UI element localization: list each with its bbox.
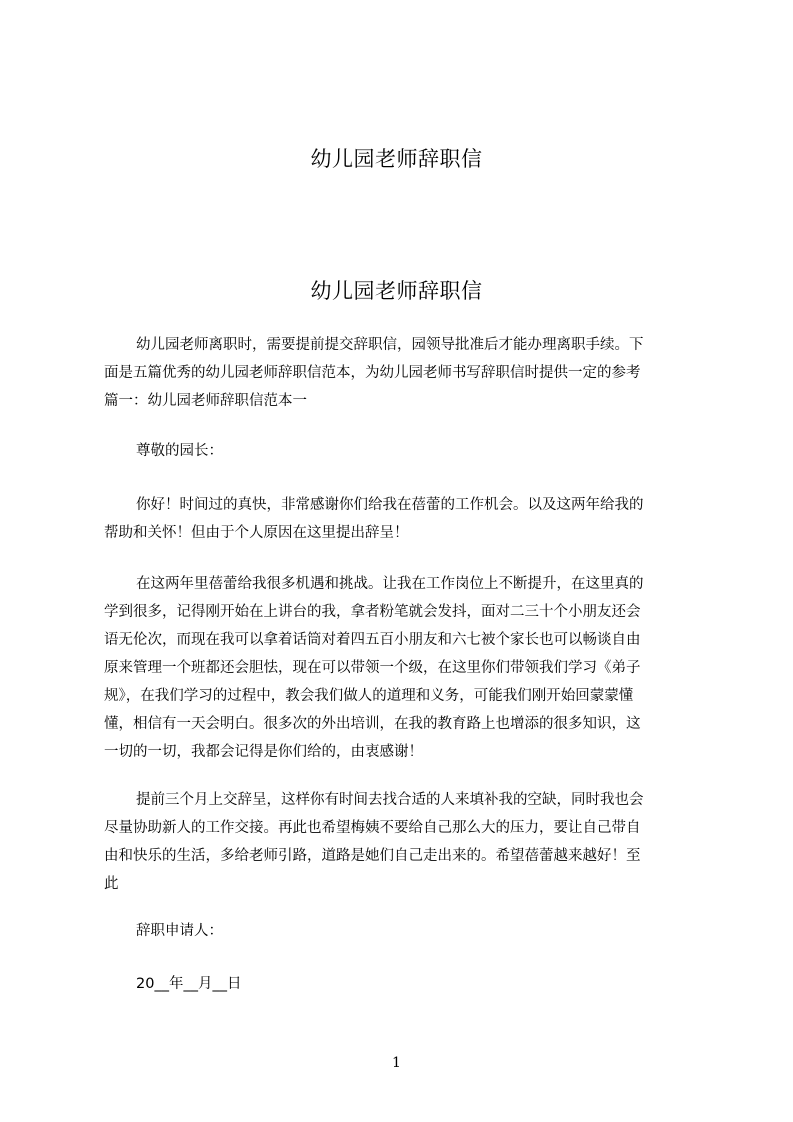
notice-line: 由和快乐的生活，多给老师引路，道路是她们自己走出来的。希望蓓蕾越来越好！至 bbox=[104, 848, 641, 864]
body-line: 语无伦次，而现在我可以拿着话筒对着四五百小朋友和六七被个家长也可以畅谈自由 bbox=[104, 632, 641, 648]
page-number: 1 bbox=[392, 1055, 401, 1071]
body-paragraph bbox=[104, 570, 702, 766]
intro-paragraph bbox=[104, 331, 702, 415]
greeting-line: 帮助和关怀！但由于个人原因在这里提出辞呈！ bbox=[104, 525, 409, 541]
body-line: 学到很多，记得刚开始在上讲台的我，拿者粉笔就会发抖，面对二三十个小朋友还会 bbox=[104, 604, 641, 620]
greeting-paragraph bbox=[104, 491, 702, 547]
salutation-paragraph bbox=[104, 437, 702, 465]
notice-line: 尽量协助新人的工作交接。再此也希望梅姨不要给自己那么大的压力，要让自己带自 bbox=[104, 820, 641, 836]
salutation: 尊敬的园长： bbox=[136, 443, 223, 459]
date-line: 20__年__月__日 bbox=[136, 976, 242, 992]
applicant-label: 辞职申请人： bbox=[136, 923, 223, 939]
applicant-paragraph bbox=[104, 917, 702, 945]
intro-section-heading: 篇一：幼儿园老师辞职信范本一 bbox=[104, 393, 307, 409]
notice-paragraph bbox=[104, 786, 702, 898]
notice-line: 此 bbox=[104, 876, 119, 892]
article-title: 幼儿园老师辞职信 bbox=[310, 279, 483, 303]
body-line: 懂，相信有一天会明白。很多次的外出培训，在我的教育路上也增添的很多知识，这 bbox=[104, 716, 641, 732]
intro-line: 幼儿园老师离职时，需要提前提交辞职信，园领导批准后才能办理离职手续。下 bbox=[136, 337, 644, 353]
notice-line: 提前三个月上交辞呈，这样你有时间去找合适的人来填补我的空缺，同时我也会 bbox=[136, 792, 644, 808]
greeting-line: 你好！时间过的真快，非常感谢你们给我在蓓蕾的工作机会。以及这两年给我的 bbox=[136, 497, 644, 513]
body-line: 原来管理一个班都还会胆怯，现在可以带领一个级，在这里你们带领我们学习《弟子 bbox=[104, 660, 641, 676]
body-line: 在这两年里蓓蕾给我很多机遇和挑战。让我在工作岗位上不断提升，在这里真的 bbox=[136, 576, 644, 592]
document-title: 幼儿园老师辞职信 bbox=[310, 147, 483, 171]
date-paragraph bbox=[104, 970, 702, 998]
body-line: 一切的一切，我都会记得是你们给的，由衷感谢！ bbox=[104, 744, 423, 760]
intro-line: 面是五篇优秀的幼儿园老师辞职信范本，为幼儿园老师书写辞职信时提供一定的参考 bbox=[104, 365, 641, 381]
body-line: 规》，在我们学习的过程中，教会我们做人的道理和义务，可能我们刚开始回蒙蒙懂 bbox=[104, 688, 634, 704]
